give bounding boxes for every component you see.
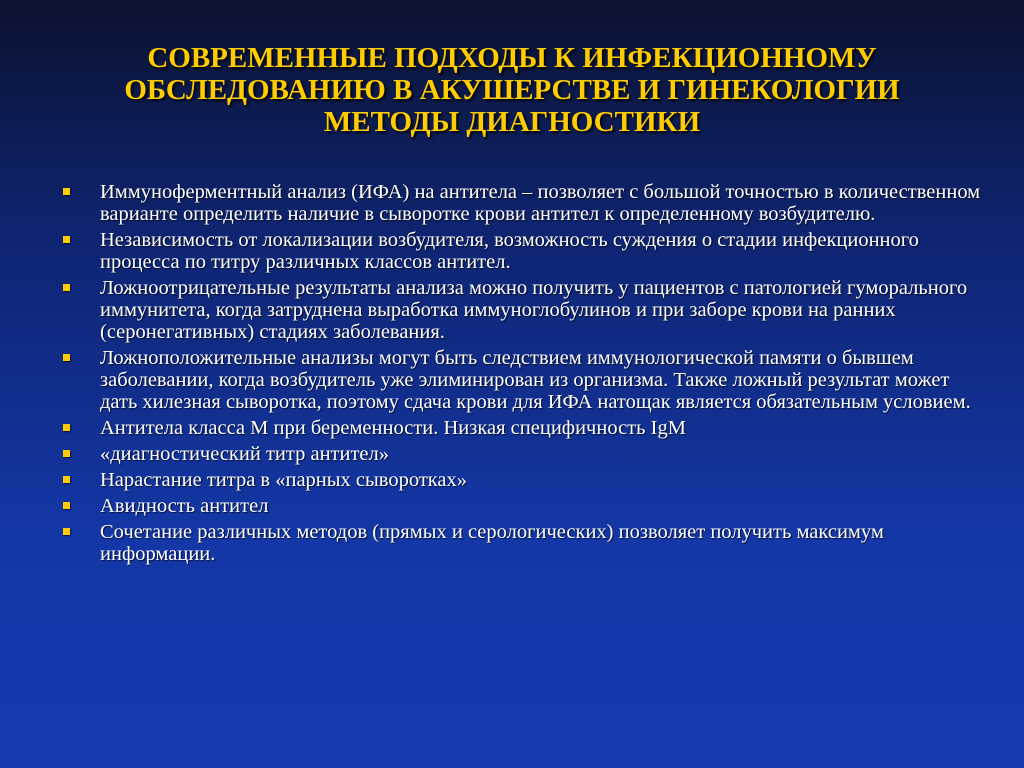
bullet-text: Независимость от локализации возбудителя, возможность суждения о стадии инфекционного процесса по титру различных классов антител. (100, 229, 919, 273)
bullet-square-icon (63, 284, 70, 291)
bullet-square-icon (63, 476, 70, 483)
bullet-text: «диагностический титр антител» (100, 443, 390, 465)
bullet-text: Нарастание титра в «парных сыворотках» (100, 469, 468, 491)
bullet-text: Ложноположительные анализы могут быть следствием иммунологической памяти о бывшем заболевании, когда возбудитель уже элиминирован из организма. Также ложный результат может дать хилезная сыворотка, поэтому сдача крови для ИФА натощак является обязательным условием. (100, 347, 971, 413)
bullet-list (62, 181, 982, 569)
bullet-square-icon (63, 528, 70, 535)
bullet-square-icon (63, 450, 70, 457)
title-line-2: ОБСЛЕДОВАНИЮ В АКУШЕРСТВЕ И ГИНЕКОЛОГИИ (124, 74, 900, 106)
bullet-square-icon (63, 188, 70, 195)
bullet-item (62, 469, 982, 491)
bullet-text: Сочетание различных методов (прямых и серологических) позволяет получить максимум информации. (100, 521, 884, 565)
bullet-item (62, 277, 982, 343)
title-line-3: МЕТОДЫ ДИАГНОСТИКИ (323, 106, 701, 138)
title-line-1: СОВРЕМЕННЫЕ ПОДХОДЫ К ИНФЕКЦИОННОМУ (147, 42, 877, 74)
bullet-item (62, 495, 982, 517)
bullet-text: Антитела класса М при беременности. Низкая специфичность IgM (100, 417, 686, 439)
slide-title (60, 42, 964, 138)
bullet-square-icon (63, 354, 70, 361)
bullet-square-icon (63, 502, 70, 509)
bullet-item (62, 229, 982, 273)
bullet-item (62, 181, 982, 225)
bullet-square-icon (63, 424, 70, 431)
bullet-item (62, 417, 982, 439)
bullet-item (62, 443, 982, 465)
bullet-text: Авидность антител (100, 495, 269, 517)
bullet-text: Ложноотрицательные результаты анализа можно получить у пациентов с патологией гуморального иммунитета, когда затруднена выработка иммуноглобулинов и при заборе крови на ранних (серонегативных) стадиях заболевания. (100, 277, 968, 343)
bullet-text: Иммуноферментный анализ (ИФА) на антитела – позволяет с большой точностью в количественном варианте определить наличие в сыворотке крови антител к определенному возбудителю. (100, 181, 981, 225)
bullet-item (62, 521, 982, 565)
bullet-square-icon (63, 236, 70, 243)
bullet-item (62, 347, 982, 413)
